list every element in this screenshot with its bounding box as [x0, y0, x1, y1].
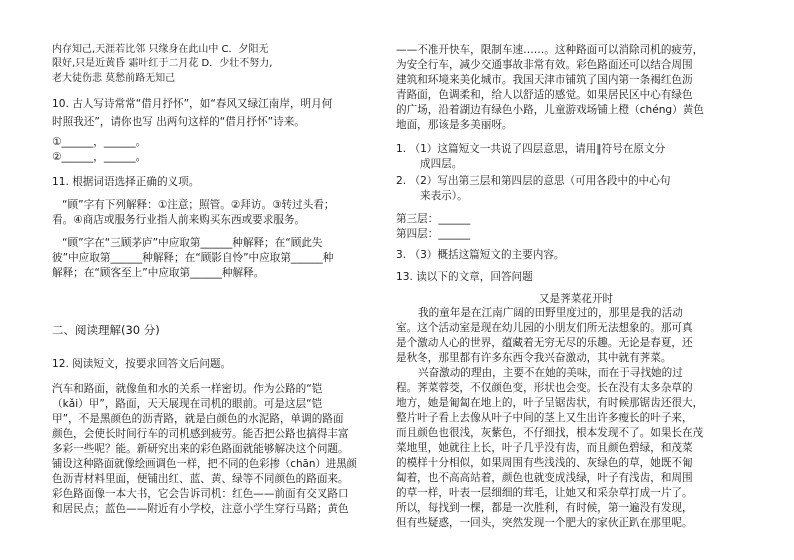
answer-layer-4: 第四层：______	[396, 228, 471, 240]
passage-line: （kǎi）甲”，路面，天天展现在司机的眼前。可是这层“铠	[52, 398, 323, 410]
answer-blank-1: ①______，______。	[52, 136, 147, 148]
passage-line: 多彩一些呢？能。新研究出来的彩色路面就能够解决这个问题。	[52, 443, 349, 455]
sub-question-2-cont: 来表示）。	[420, 190, 468, 202]
passage-line: 色沥青材料里面，便铺出红、蓝、黄、绿等不同颜色的路面来。	[52, 473, 349, 485]
article-line: 我的童年是在江南广阔的田野里度过的，那里是我的活动	[418, 307, 683, 319]
passage-line: 地面，那该是多美丽呀。	[396, 119, 513, 131]
sub-question-2: 2. （2）写出第三层和第四层的意思（可用各段中的中心句	[396, 175, 671, 187]
question-10-cont: 时照我还”，请你也写 出两句这样的“借月抒怀”诗来。	[52, 116, 305, 128]
option-line: 限好,只是近黄昏 霜叶红于二月花 D．少壮不努力,	[52, 58, 273, 69]
passage-line: ——不准开快车，限制车速……。这种路面可以消除司机的疲劳，	[396, 44, 704, 56]
passage-line: 颜色，会使长时间行车的司机感到疲劳。能否把公路也搞得丰富	[52, 428, 349, 440]
article-line: 程。荠菜蓉茭，不仅颜色变，形状也会变。长在没有太多杂草的	[396, 382, 693, 394]
question-13: 13. 读以下的文章，回答问题	[396, 271, 533, 283]
passage-line: 彩色路面像一本大书，它会告诉司机：红色——前面有交叉路口	[52, 488, 349, 500]
article-line: 而且颜色也很浅，灰紫色，不仔细找，根本发现不了。如果长在茂	[396, 427, 704, 439]
article-line: 是秋冬，那里都有许多东西令我兴奋激动，其中就有荠菜。	[396, 352, 672, 364]
passage-line: 汽车和路面，就像鱼和水的关系一样密切。作为公路的“铠	[52, 383, 323, 395]
question-10: 10. 古人写诗常常“借月抒怀”，如“春风又绿江南岸，明月何	[52, 98, 333, 110]
answer-layer-3: 第三层：______	[396, 213, 471, 225]
fill-line: 解释；在“顾客至上”中应取第______种解释。	[52, 267, 265, 279]
article-line: 整片叶子看上去像从叶子中间的茎上又生出许多瘦长的叶子来，	[396, 412, 693, 424]
sub-question-1: 1. （1）这篇短文一共说了四层意思，请用‖符号在原文分	[396, 143, 666, 155]
option-line: 老大徒伤悲 莫愁前路无知己	[52, 73, 176, 84]
passage-line: 青路面，色调柔和，给人以舒适的感觉。如果居民区中心有绿色	[396, 89, 693, 101]
sub-question-1-cont: 成四层。	[420, 158, 463, 170]
article-line: 匐着，也不高高站着，颜色也就变成浅绿，叶子有浅齿，和周围	[396, 472, 693, 484]
passage-line: 的广场，沿着湖边有绿色小路，儿童游戏场铺上橙（chéng）黄色	[396, 104, 704, 116]
fill-line: “顾”字在“三顾茅庐”中应取第______种解释；在“顾此失	[62, 237, 323, 249]
definition-line: “顾”字有下列解释：①注意；照管。②拜访。③转过头看；	[62, 199, 335, 211]
article-line: 地方，她是匍匐在地上的，叶子呈锯齿状，有时候那锯齿还很大，	[396, 397, 704, 409]
section-heading: 二、阅读理解(30 分)	[52, 323, 160, 337]
option-line: 内存知己,天涯若比邻 只缘身在此山中 C．夕阳无	[52, 44, 269, 55]
article-line: 室。这个活动室是现在幼儿园的小朋友们所无法想象的。那可真	[396, 322, 693, 334]
question-11: 11. 根据词语选择正确的义项。	[52, 176, 200, 188]
passage-line: 为安全行车，减少交通事故非常有效。彩色路面还可以结合周围	[396, 59, 693, 71]
passage-line: 和居民点；蓝色——附近有小学校，注意小学生穿行马路；黄色	[52, 503, 349, 515]
article-title: 又是荠菜花开时	[538, 293, 614, 305]
definition-line: 看。④商店或服务行业指人前来购买东西或要求服务。	[52, 214, 306, 226]
article-line: 所以，每找到一棵，都是一次胜利，有时候，第一遍没有发现，	[396, 502, 693, 514]
article-line: 的草一样，叶表一层细细的茸毛，让她又和采杂草打成一片了。	[396, 487, 693, 499]
article-line: 的模样十分相似，如果周围有些浅浅的、灰绿色的草，她既不匍	[396, 457, 693, 469]
fill-line: 彼”中应取第______种解释；在“顾影自怜”中应取第______种	[52, 252, 334, 264]
article-line: 兴奋激动的理由，主要不在她的美味，而在于寻找她的过	[418, 367, 683, 379]
question-12: 12. 阅读短文，按要求回答文后问题。	[52, 358, 232, 370]
passage-line: 甲”，不是黑颜色的沥青路，就是白颜色的水泥路，单调的路面	[52, 413, 344, 425]
article-line: 菜地里，她就往上长，叶子几乎没有齿，而且颜色碧绿，和茂菜	[396, 442, 693, 454]
article-line: 是个激动人心的世界，蕴藏着无穷无尽的乐趣。无论是春夏，还	[396, 337, 693, 349]
passage-line: 建筑和环境来美化城市。我国天津市铺筑了国内第一条褐红色沥	[396, 74, 693, 86]
answer-blank-2: ②______，______。	[52, 151, 147, 163]
passage-line: 铺设这种路面就像绘画调色一样，把不同的色彩掺（chān）进黑颜	[52, 458, 357, 470]
sub-question-3: 3. （3）概括这篇短文的主要内容。	[396, 249, 565, 261]
article-line: 但有些疑惑，一回头，突然发现一个肥大的家伙正趴在那里呢。	[396, 517, 693, 529]
